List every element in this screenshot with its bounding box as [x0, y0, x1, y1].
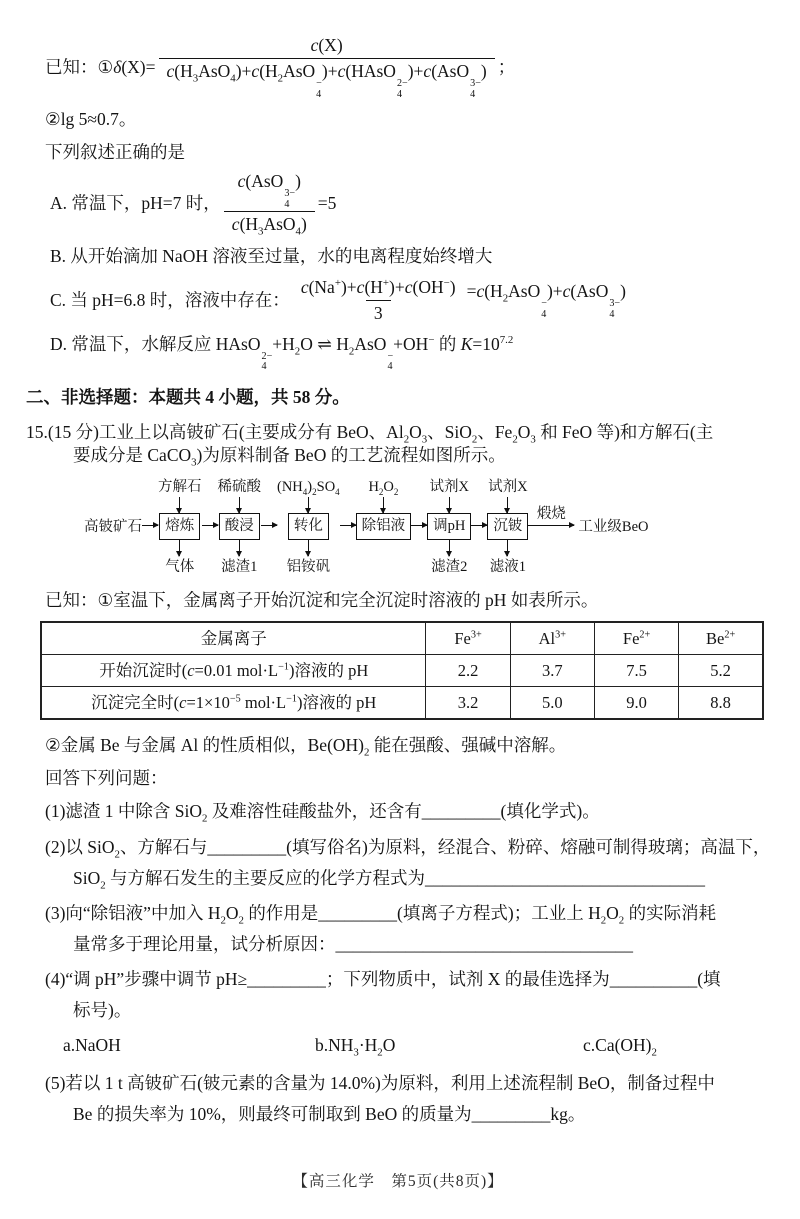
- flow-bottom-label: 滤渣1: [221, 559, 258, 576]
- ph-table: [40, 621, 764, 720]
- process-flow-diagram: [84, 477, 770, 577]
- fraction-denominator: $c(H_3AsO_4)$: [224, 211, 315, 236]
- arrow-down-icon: [449, 497, 450, 513]
- flow-box: 转化: [288, 513, 329, 540]
- sub-question-3-line2: 量常多于理论用量，试分析原因：__________________________________: [73, 933, 633, 954]
- sub-question-1: (1)滤渣 1 中除含 SiO$_2$ 及难溶性硅酸盐外，还含有_________(填化学式)。: [45, 801, 600, 825]
- flow-input-label: 高铍矿石: [84, 519, 142, 536]
- flow-step-smelting: [158, 477, 202, 577]
- fraction-numerator: c(X): [310, 35, 343, 55]
- arrow-down-icon: [239, 497, 240, 513]
- option-a-suffix: =5: [317, 192, 337, 213]
- section-header: 二、非选择题：本题共 4 小题，共 58 分。: [26, 386, 350, 407]
- table-header-cell: $Be^{2+}$: [679, 622, 763, 655]
- fraction-numerator: c(Na+)+c(H+)+c(OH−): [300, 276, 456, 297]
- arrow-right-icon: [261, 525, 277, 526]
- flow-step-conversion: [277, 477, 340, 577]
- table-row: [41, 687, 763, 720]
- arrow-right-icon: [411, 525, 427, 526]
- arrow-down-icon: [383, 497, 384, 513]
- flow-box: 熔炼: [159, 513, 200, 540]
- fraction-denominator: 3: [366, 300, 391, 325]
- flow-step-adjust-ph: [427, 477, 471, 577]
- flow-bottom-label: 滤液1: [489, 559, 527, 576]
- sub-question-5-line2: Be 的损失率为 10%，则最终可制取到 BeO 的质量为_________kg。: [73, 1104, 586, 1125]
- option-c-prefix: C. 当 pH=6.8 时，溶液中存在：: [50, 289, 290, 310]
- answer-prompt: 回答下列问题：: [45, 768, 168, 789]
- arrow-right-icon: [340, 525, 356, 526]
- table-cell: 7.5: [594, 655, 678, 687]
- known-condition-be: ②金属 Be 与金属 Al 的性质相似，$Be(OH)_2$ 能在强酸、强碱中溶解。: [45, 735, 567, 759]
- option-c-suffix: $=c(H_2AsO$ − 4 )+c(AsO 3− 4 ): [466, 281, 626, 320]
- flow-bottom-label: 铝铵矾: [286, 559, 331, 576]
- option-c: [50, 276, 770, 325]
- arrow-right-icon: [528, 525, 574, 526]
- sub-question-4-line1: (4)“调 pH”步骤中调节 pH≥_________；下列物质中，试剂 X 的最佳选择为__________(填: [45, 968, 721, 989]
- option-a-prefix: A. 常温下，pH=7 时，: [50, 192, 221, 213]
- arrow-down-icon: [507, 497, 508, 513]
- table-header-cell: $Al^{3+}$: [510, 622, 594, 655]
- flow-top-label: 试剂X: [488, 479, 528, 496]
- choice-c: $c.Ca(OH)_2$: [583, 1035, 657, 1059]
- flow-box: 调pH: [427, 513, 471, 540]
- arrow-right-icon: [202, 525, 218, 526]
- sub-question-2-line2: SiO$_2$ 与方解石发生的主要反应的化学方程式为________________________________: [73, 867, 706, 892]
- delta-fraction: [159, 34, 495, 100]
- fraction-numerator: c(AsO 3− 4 ): [237, 171, 301, 210]
- choice-a: a.NaOH: [63, 1035, 121, 1056]
- flow-bottom-label: 滤渣2: [431, 559, 468, 576]
- table-cell: 8.8: [679, 687, 763, 720]
- known-condition-2: ②lg 5≈0.7。: [45, 109, 137, 130]
- table-cell: 3.7: [510, 655, 594, 687]
- known-prefix: 已知：①δ(X)=: [45, 56, 156, 77]
- arrow-right-icon: [471, 525, 487, 526]
- flow-step-precipitate-be: [487, 477, 528, 577]
- flow-step-acid-leach: [218, 477, 262, 577]
- arrow-down-icon: [239, 540, 240, 556]
- flow-top-label: 稀硫酸: [217, 479, 261, 496]
- table-cell: 3.2: [426, 687, 510, 720]
- fraction-denominator: $c(H_3AsO_4)+c(H_2AsO$ − 4 )+c(HAsO 2− 4 )+c(AsO 3− 4 ): [159, 58, 495, 100]
- arrow-down-icon: [308, 540, 309, 556]
- flow-box: 沉铍: [487, 513, 528, 540]
- question-stem: 下列叙述正确的是: [45, 142, 185, 163]
- option-d: D. 常温下，水解反应 HAsO 2− 4 $+H_2O$ ⇌ $H_2AsO$ − 4 +OH− 的 $K=10^{7.2}$: [50, 333, 514, 373]
- flow-box: 酸浸: [219, 513, 260, 540]
- arrow-down-icon: [449, 540, 450, 556]
- calcination-label: 煅烧: [536, 506, 566, 523]
- table-cell: 5.0: [510, 687, 594, 720]
- arrow-down-icon: [308, 497, 309, 513]
- table-header-row: [41, 622, 763, 655]
- q15-intro-line1: 15.(15 分)工业上以高铍矿石(主要成分有 BeO、$Al_2O_3$、SiO$_2$、$Fe_2O_3$ 和 FeO 等)和方解石(主: [26, 421, 714, 446]
- flow-output-label: 工业级BeO: [578, 519, 649, 536]
- sub-question-4-line2: 标号)。: [73, 999, 132, 1020]
- flow-top-label: $(NH_4)_2SO_4$: [277, 479, 340, 498]
- table-row-label: 开始沉淀时(c=0.01 $mol\cdot L^{-1}$)溶液的 pH: [41, 655, 426, 687]
- table-row-label: 沉淀完全时($c=1\times 10^{-5}$ $mol\cdot L^{-1}$)溶液的 pH: [41, 687, 426, 720]
- table-row: [41, 655, 763, 687]
- table-header-cell: 金属离子: [41, 622, 426, 655]
- table-cell: 5.2: [679, 655, 763, 687]
- option-a: [50, 170, 770, 236]
- table-cell: 9.0: [594, 687, 678, 720]
- flow-top-label: $H_2O_2$: [368, 479, 399, 498]
- flow-top-label: 方解石: [158, 479, 202, 496]
- flow-final-arrow: [528, 505, 574, 526]
- table-intro: 已知：①室温下，金属离子开始沉淀和完全沉淀时溶液的 pH 如表所示。: [45, 590, 599, 611]
- option-c-fraction: [293, 276, 464, 325]
- q15-intro-line2: 要成分是 CaCO$_3$)为原料制备 BeO 的工艺流程如图所示。: [73, 445, 506, 469]
- flow-step-remove-al: [356, 477, 412, 577]
- flow-box: 除铝液: [356, 513, 412, 540]
- table-header-cell: $Fe^{3+}$: [426, 622, 510, 655]
- option-b: B. 从开始滴加 NaOH 溶液至过量，水的电离程度始终增大: [50, 245, 493, 266]
- flow-top-label: 试剂X: [429, 479, 470, 496]
- known-condition-1: [45, 34, 770, 100]
- sub-question-3-line1: (3)向“除铝液”中加入 $H_2O_2$ 的作用是_________(填离子方程式)；工业上 $H_2O_2$ 的实际消耗: [45, 902, 717, 927]
- sub-question-2-line1: (2)以 SiO$_2$、方解石与_________(填写俗名)为原料，经混合、粉碎、熔融可制得玻璃；高温下，: [45, 836, 771, 860]
- table-header-cell: $Fe^{2+}$: [594, 622, 678, 655]
- arrow-down-icon: [179, 540, 180, 556]
- sub-question-4-choices: [45, 1034, 770, 1060]
- choice-b: $b.NH_3\cdot H_2O$: [315, 1035, 396, 1059]
- arrow-down-icon: [507, 540, 508, 556]
- flow-bottom-label: 气体: [165, 559, 195, 576]
- arrow-down-icon: [179, 497, 180, 513]
- table-cell: 2.2: [426, 655, 510, 687]
- arrow-right-icon: [142, 525, 158, 526]
- option-a-fraction: [224, 170, 315, 236]
- known-suffix: ；: [497, 56, 516, 77]
- sub-question-5-line1: (5)若以 1 t 高铍矿石(铍元素的含量为 14.0%)为原料，利用上述流程制 BeO，制备过程中: [45, 1073, 715, 1094]
- page-footer: 【高三化学 第5页(共8页)】: [292, 1173, 504, 1191]
